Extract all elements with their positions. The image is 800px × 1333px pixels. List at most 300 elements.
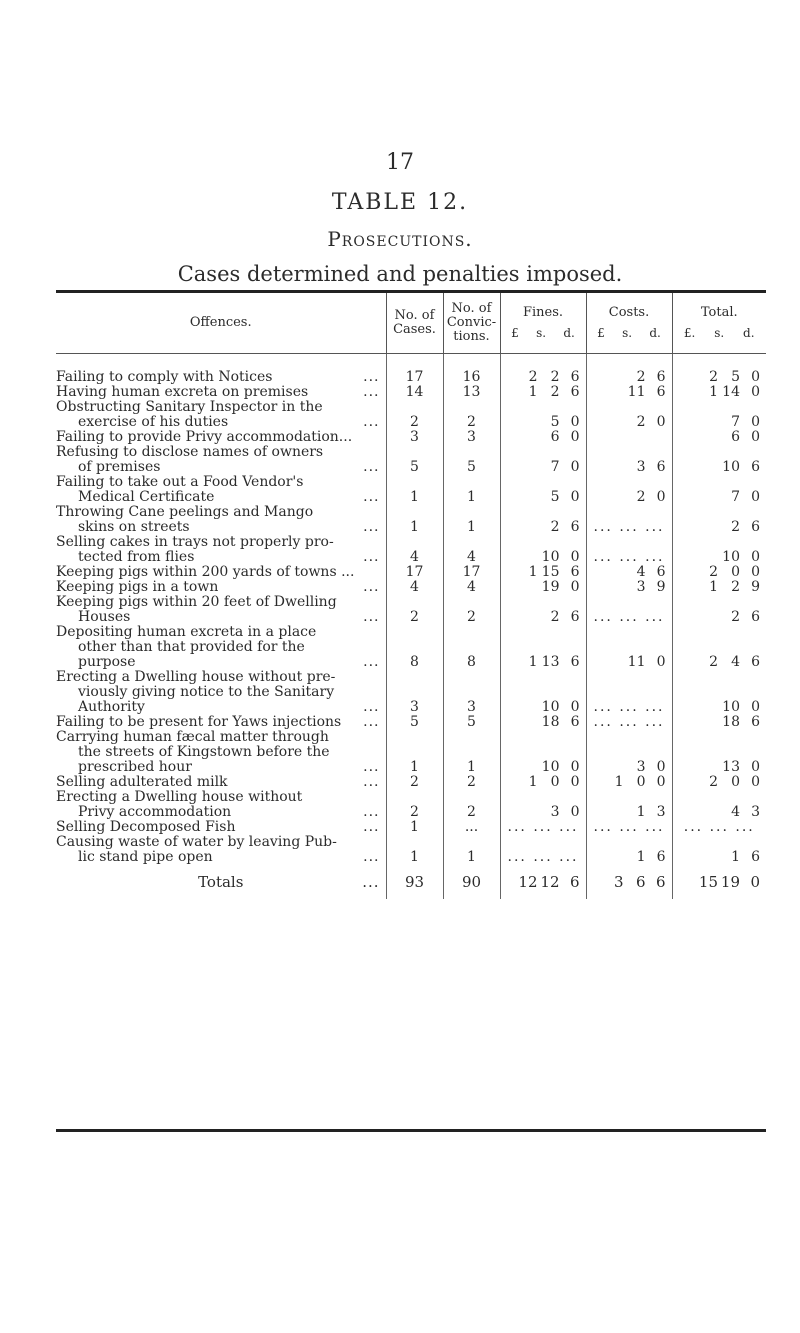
empty-cell [443, 445, 500, 460]
empty-cell [443, 625, 500, 640]
convictions-cell: 1 [443, 760, 500, 775]
empty-cell [672, 790, 766, 805]
table-row [56, 655, 766, 670]
empty-cell [500, 670, 586, 685]
table-row [56, 430, 766, 445]
empty-cell [672, 640, 766, 655]
empty-cell [500, 640, 586, 655]
total-cell: 10 6 [672, 460, 766, 475]
offence-text: Throwing Cane peelings and Mango [56, 504, 314, 520]
costs-cell: 3 9 [586, 580, 672, 595]
cases-cell: 8 [386, 655, 443, 670]
costs-cell: 1 3 [586, 805, 672, 820]
empty-cell [500, 790, 586, 805]
total-cell: 2 5 0 [672, 370, 766, 385]
costs-cell: 2 6 [586, 370, 672, 385]
convictions-cell: 2 [443, 610, 500, 625]
total-cell: 1 2 9 [672, 580, 766, 595]
costs-cell: ... ... ... [586, 700, 672, 715]
offence-cell [56, 625, 386, 640]
offence-text: lic stand pipe open [78, 849, 213, 865]
empty-cell [672, 670, 766, 685]
empty-cell [586, 535, 672, 550]
table-row [56, 400, 766, 415]
offence-text: Privy accommodation [78, 804, 232, 820]
totals-fines: 12 12 6 [500, 865, 586, 899]
empty-cell [500, 400, 586, 415]
costs-cell: 1 6 [586, 850, 672, 865]
offence-cell [56, 550, 386, 565]
empty-cell [586, 400, 672, 415]
fines-cell: 1 15 6 [500, 565, 586, 580]
convictions-cell: 16 [443, 370, 500, 385]
col-header-fines: Fines. £ s. d. [500, 293, 586, 354]
empty-cell [386, 685, 443, 700]
offence-cell [56, 730, 386, 745]
table-row [56, 700, 766, 715]
empty-cell [672, 400, 766, 415]
table-row [56, 730, 766, 745]
table-row [56, 580, 766, 595]
leader-dots: ... [363, 759, 380, 775]
offence-text: other than that provided for the [78, 639, 305, 655]
total-cell: 1 14 0 [672, 385, 766, 400]
table-row [56, 685, 766, 700]
offence-text: Refusing to disclose names of owners [56, 444, 324, 460]
leader-dots: ... [363, 819, 380, 835]
fines-cell: ... ... ... [500, 850, 586, 865]
leader-dots: ... [363, 609, 380, 625]
empty-cell [672, 685, 766, 700]
fines-cell: 5 0 [500, 490, 586, 505]
offence-cell [56, 775, 386, 790]
offence-text: Selling Decomposed Fish [56, 819, 236, 835]
offence-text: Medical Certificate [78, 489, 215, 505]
table-row [56, 385, 766, 400]
total-cell: 4 3 [672, 805, 766, 820]
heading: Prosecutions. [327, 227, 473, 251]
empty-cell [586, 670, 672, 685]
empty-cell [672, 625, 766, 640]
offence-cell [56, 595, 386, 610]
table-row [56, 625, 766, 640]
col-header-total: Total. £. s. d. [672, 293, 766, 354]
leader-dots: ... [363, 459, 380, 475]
empty-cell [386, 505, 443, 520]
offence-cell [56, 385, 386, 400]
empty-cell [586, 745, 672, 760]
offence-text: Selling adulterated milk [56, 774, 228, 790]
offence-text: Keeping pigs within 200 yards of towns ... [56, 564, 355, 580]
leader-dots: ... [362, 873, 380, 891]
total-cell: 2 0 0 [672, 775, 766, 790]
leader-dots: ... [363, 384, 380, 400]
offence-text: Having human excreta on premises [56, 384, 309, 400]
cases-cell: 1 [386, 760, 443, 775]
costs-cell: 3 0 [586, 760, 672, 775]
total-cell: ... ... ... [672, 820, 766, 835]
offence-text: Keeping pigs in a town [56, 579, 219, 595]
empty-cell [386, 595, 443, 610]
leader-dots: ... [363, 714, 380, 730]
costs-cell: 3 6 [586, 460, 672, 475]
empty-cell [586, 835, 672, 850]
empty-cell [443, 535, 500, 550]
cases-cell: 5 [386, 460, 443, 475]
empty-cell [443, 670, 500, 685]
empty-cell [672, 595, 766, 610]
offence-cell [56, 655, 386, 670]
convictions-cell: 4 [443, 550, 500, 565]
empty-cell [672, 730, 766, 745]
empty-cell [500, 745, 586, 760]
empty-cell [586, 445, 672, 460]
col-header-convictions: No. of Convic-tions. [443, 293, 500, 354]
offence-cell [56, 430, 386, 445]
empty-cell [500, 625, 586, 640]
costs-cell: 4 6 [586, 565, 672, 580]
leader-dots: ... [363, 414, 380, 430]
cases-cell: 1 [386, 490, 443, 505]
cases-cell: 1 [386, 520, 443, 535]
cases-cell: 4 [386, 550, 443, 565]
totals-row [56, 865, 766, 899]
leader-dots: ... [363, 654, 380, 670]
prosecutions-table [56, 293, 766, 899]
empty-cell [586, 625, 672, 640]
offence-cell [56, 790, 386, 805]
fines-cell: 7 0 [500, 460, 586, 475]
offence-cell [56, 805, 386, 820]
empty-cell [443, 640, 500, 655]
total-cell: 1 6 [672, 850, 766, 865]
empty-cell [386, 400, 443, 415]
empty-cell [386, 790, 443, 805]
offence-cell [56, 475, 386, 490]
table-row [56, 805, 766, 820]
prosecutions-table-wrapper [56, 290, 766, 899]
convictions-cell: 5 [443, 460, 500, 475]
table-row [56, 610, 766, 625]
offence-text: viously giving notice to the Sanitary [78, 684, 335, 700]
costs-cell [586, 430, 672, 445]
offence-cell [56, 415, 386, 430]
fines-cell: 3 0 [500, 805, 586, 820]
empty-cell [500, 445, 586, 460]
offence-cell [56, 490, 386, 505]
empty-cell [386, 670, 443, 685]
offence-text: the streets of Kingstown before the [78, 744, 330, 760]
total-cell: 13 0 [672, 760, 766, 775]
empty-cell [586, 640, 672, 655]
empty-cell [443, 505, 500, 520]
empty-cell [443, 595, 500, 610]
totals-costs: 3 6 6 [586, 865, 672, 899]
empty-cell [386, 835, 443, 850]
cases-cell: 3 [386, 430, 443, 445]
leader-dots: ... [363, 489, 380, 505]
total-cell: 10 0 [672, 700, 766, 715]
fines-cell: 6 0 [500, 430, 586, 445]
costs-cell: 1 0 0 [586, 775, 672, 790]
table-row [56, 850, 766, 865]
cases-cell: 17 [386, 565, 443, 580]
offence-text: skins on streets [78, 519, 190, 535]
empty-cell [672, 505, 766, 520]
offence-cell [56, 400, 386, 415]
table-row [56, 835, 766, 850]
offence-text: Failing to provide Privy accommodation... [56, 429, 353, 445]
cases-cell: 2 [386, 610, 443, 625]
total-cell: 2 6 [672, 610, 766, 625]
costs-cell: ... ... ... [586, 520, 672, 535]
convictions-cell: 1 [443, 520, 500, 535]
empty-cell [386, 640, 443, 655]
offence-text: Failing to be present for Yaws injections [56, 714, 342, 730]
convictions-cell: 13 [443, 385, 500, 400]
totals-convictions: 90 [443, 865, 500, 899]
fines-cell: 2 6 [500, 520, 586, 535]
table-row [56, 490, 766, 505]
fines-cell: 2 2 6 [500, 370, 586, 385]
empty-cell [443, 475, 500, 490]
convictions-cell: 4 [443, 580, 500, 595]
costs-cell: 11 6 [586, 385, 672, 400]
offence-cell [56, 760, 386, 775]
table-row [56, 415, 766, 430]
table-row [56, 595, 766, 610]
empty-cell [386, 730, 443, 745]
fines-cell: 19 0 [500, 580, 586, 595]
offence-text: Erecting a Dwelling house without [56, 789, 303, 805]
costs-cell: ... ... ... [586, 610, 672, 625]
offence-cell [56, 445, 386, 460]
empty-cell [443, 730, 500, 745]
table-row [56, 790, 766, 805]
offence-cell [56, 565, 386, 580]
total-cell: 7 0 [672, 490, 766, 505]
empty-cell [586, 730, 672, 745]
offence-text: Houses [78, 609, 131, 625]
offence-text: Erecting a Dwelling house without pre- [56, 669, 336, 685]
convictions-cell: 3 [443, 430, 500, 445]
offence-text: of premises [78, 459, 161, 475]
fines-cell: 1 13 6 [500, 655, 586, 670]
costs-cell: 2 0 [586, 490, 672, 505]
total-cell: 10 0 [672, 550, 766, 565]
table-row [56, 460, 766, 475]
offence-cell [56, 520, 386, 535]
empty-cell [672, 475, 766, 490]
cases-cell: 2 [386, 415, 443, 430]
total-units: £. s. d. [683, 326, 755, 340]
leader-dots: ... [363, 519, 380, 535]
offence-cell [56, 610, 386, 625]
empty-cell [672, 535, 766, 550]
offence-cell [56, 535, 386, 550]
convictions-cell: 8 [443, 655, 500, 670]
offence-cell [56, 640, 386, 655]
cases-cell: 1 [386, 850, 443, 865]
offence-text: Selling cakes in trays not properly pro- [56, 534, 334, 550]
empty-cell [443, 790, 500, 805]
empty-cell [500, 595, 586, 610]
cases-cell: 4 [386, 580, 443, 595]
offence-cell [56, 835, 386, 850]
offence-text: Failing to comply with Notices [56, 369, 273, 385]
col-header-costs: Costs. £ s. d. [586, 293, 672, 354]
offence-text: Obstructing Sanitary Inspector in the [56, 399, 323, 415]
col-header-cases: No. of Cases. [386, 293, 443, 354]
empty-cell [386, 535, 443, 550]
offence-cell [56, 505, 386, 520]
empty-cell [500, 505, 586, 520]
cases-cell: 2 [386, 805, 443, 820]
cases-cell: 1 [386, 820, 443, 835]
empty-cell [586, 685, 672, 700]
offence-text: prescribed hour [78, 759, 192, 775]
convictions-cell: 3 [443, 700, 500, 715]
leader-dots: ... [363, 699, 380, 715]
table-row [56, 565, 766, 580]
convictions-cell: 17 [443, 565, 500, 580]
offence-cell [56, 850, 386, 865]
empty-cell [586, 595, 672, 610]
empty-cell [672, 835, 766, 850]
offence-text: Depositing human excreta in a place [56, 624, 317, 640]
fines-cell: 5 0 [500, 415, 586, 430]
costs-units: £ s. d. [597, 326, 661, 340]
total-cell: 2 4 6 [672, 655, 766, 670]
convictions-cell: 1 [443, 490, 500, 505]
empty-cell [386, 625, 443, 640]
totals-cases: 93 [386, 865, 443, 899]
offence-text: Authority [78, 699, 145, 715]
totals-total: 15 19 0 [672, 865, 766, 899]
offence-text: Causing waste of water by leaving Pub- [56, 834, 337, 850]
costs-cell: ... ... ... [586, 820, 672, 835]
convictions-cell: ... [443, 820, 500, 835]
empty-cell [500, 535, 586, 550]
table-row [56, 505, 766, 520]
total-cell: 7 0 [672, 415, 766, 430]
empty-cell [500, 685, 586, 700]
empty-cell [500, 730, 586, 745]
fines-units: £ s. d. [511, 326, 575, 340]
fines-cell: 1 2 6 [500, 385, 586, 400]
header-row [56, 293, 766, 354]
cases-cell: 5 [386, 715, 443, 730]
offence-cell [56, 745, 386, 760]
fines-cell: 10 0 [500, 760, 586, 775]
fines-cell: 1 0 0 [500, 775, 586, 790]
offence-cell [56, 460, 386, 475]
offence-cell [56, 700, 386, 715]
table-row [56, 520, 766, 535]
page-number: 17 [386, 150, 414, 175]
offence-text: Keeping pigs within 20 feet of Dwelling [56, 594, 337, 610]
cases-cell: 14 [386, 385, 443, 400]
col-header-offences: Offences. [56, 293, 386, 354]
fines-cell: 10 0 [500, 550, 586, 565]
empty-cell [386, 475, 443, 490]
total-cell: 18 6 [672, 715, 766, 730]
table-row [56, 535, 766, 550]
table-row [56, 475, 766, 490]
table-row [56, 760, 766, 775]
costs-cell: 11 0 [586, 655, 672, 670]
table-title: TABLE 12. [331, 190, 469, 215]
table-row [56, 715, 766, 730]
total-cell: 6 0 [672, 430, 766, 445]
table-body [56, 354, 766, 900]
offence-text: tected from flies [78, 549, 195, 565]
empty-cell [672, 445, 766, 460]
convictions-cell: 2 [443, 775, 500, 790]
offence-cell [56, 370, 386, 385]
fines-cell: 10 0 [500, 700, 586, 715]
empty-cell [672, 745, 766, 760]
empty-cell [500, 835, 586, 850]
bottom-rule [56, 1129, 766, 1132]
leader-dots: ... [363, 369, 380, 385]
table-row [56, 445, 766, 460]
leader-dots: ... [363, 579, 380, 595]
empty-cell [586, 505, 672, 520]
offence-text: Failing to take out a Food Vendor's [56, 474, 304, 490]
cases-cell: 2 [386, 775, 443, 790]
leader-dots: ... [363, 549, 380, 565]
offence-cell [56, 715, 386, 730]
empty-cell [586, 475, 672, 490]
empty-cell [500, 475, 586, 490]
table-row [56, 745, 766, 760]
costs-cell: ... ... ... [586, 715, 672, 730]
subheading: Cases determined and penalties imposed. [177, 262, 623, 286]
leader-dots: ... [363, 804, 380, 820]
total-cell: 2 6 [672, 520, 766, 535]
convictions-cell: 1 [443, 850, 500, 865]
cases-cell: 3 [386, 700, 443, 715]
offence-cell [56, 580, 386, 595]
offence-text: Carrying human fæcal matter through [56, 729, 329, 745]
offence-cell [56, 670, 386, 685]
offence-cell [56, 820, 386, 835]
empty-cell [386, 445, 443, 460]
total-cell: 2 0 0 [672, 565, 766, 580]
offence-text: exercise of his duties [78, 414, 229, 430]
table-row [56, 370, 766, 385]
totals-label: Totals ... [198, 872, 380, 891]
empty-cell [443, 400, 500, 415]
spacer-row [56, 354, 766, 371]
convictions-cell: 2 [443, 805, 500, 820]
offence-cell [56, 685, 386, 700]
costs-cell: 2 0 [586, 415, 672, 430]
table-row [56, 820, 766, 835]
table-row [56, 640, 766, 655]
empty-cell [586, 790, 672, 805]
empty-cell [386, 745, 443, 760]
leader-dots: ... [363, 774, 380, 790]
leader-dots: ... [363, 849, 380, 865]
fines-cell: ... ... ... [500, 820, 586, 835]
fines-cell: 2 6 [500, 610, 586, 625]
fines-cell: 18 6 [500, 715, 586, 730]
empty-cell [443, 745, 500, 760]
offence-text: purpose [78, 654, 136, 670]
convictions-cell: 2 [443, 415, 500, 430]
